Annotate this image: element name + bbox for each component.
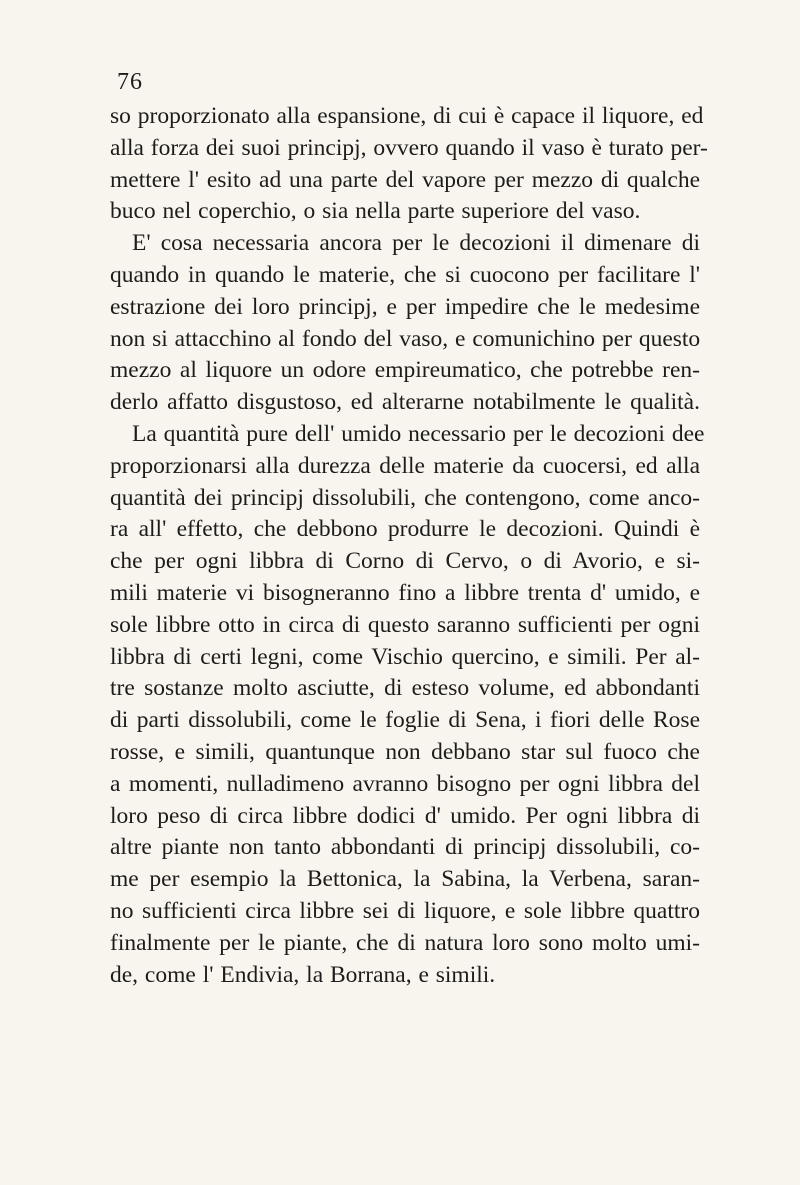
text-line: ra all' effetto, che debbono produrre le decozioni. Quindi è bbox=[110, 516, 700, 543]
text-line: quando in quando le materie, che si cuocono per facilitare l' bbox=[110, 261, 700, 288]
text-line: me per esempio la Bettonica, la Sabina, la Verbena, saran- bbox=[110, 866, 700, 893]
text-line: altre piante non tanto abbondanti di principj dissolubili, co- bbox=[110, 834, 700, 861]
text-line: buco nel coperchio, o sia nella parte superiore del vaso. bbox=[110, 198, 641, 225]
text-line: proporzionarsi alla durezza delle materie da cuocersi, ed alla bbox=[110, 452, 700, 479]
text-line: mili materie vi bisogneranno fino a libbre trenta d' umido, e bbox=[110, 579, 700, 606]
text-line: quantità dei principj dissolubili, che contengono, come anco- bbox=[110, 484, 700, 511]
text-line: a momenti, nulladimeno avranno bisogno per ogni libbra del bbox=[110, 770, 700, 797]
page-number: 76 bbox=[117, 69, 143, 95]
text-line: no sufficienti circa libbre sei di liquore, e sole libbre quattro bbox=[110, 897, 700, 924]
text-line: non si attacchino al fondo del vaso, e comunichino per questo bbox=[110, 325, 701, 352]
text-line: E' cosa necessaria ancora per le decozioni il dimenare di bbox=[132, 230, 700, 257]
text-line: mettere l' esito ad una parte del vapore per mezzo di qualche bbox=[110, 166, 700, 193]
text-line: libbra di certi legni, come Vischio quercino, e simili. Per al- bbox=[110, 643, 700, 670]
text-line: di parti dissolubili, come le foglie di Sena, i fiori delle Rose bbox=[110, 707, 700, 734]
text-line: loro peso di circa libbre dodici d' umido. Per ogni libbra di bbox=[110, 802, 700, 829]
text-line: tre sostanze molto asciutte, di esteso volume, ed abbondanti bbox=[110, 675, 700, 702]
body-text bbox=[110, 101, 708, 991]
text-line: rosse, e simili, quantunque non debbano star sul fuoco che bbox=[110, 738, 700, 765]
text-line: finalmente per le piante, che di natura loro sono molto umi- bbox=[110, 929, 700, 956]
text-line: alla forza dei suoi principj, ovvero quando il vaso è turato per- bbox=[110, 134, 708, 161]
text-line: La quantità pure dell' umido necessario per le decozioni dee bbox=[132, 420, 705, 447]
text-line: sole libbre otto in circa di questo saranno sufficienti per ogni bbox=[110, 611, 700, 638]
text-line: che per ogni libbra di Corno di Cervo, o di Avorio, e si- bbox=[110, 548, 700, 575]
text-line: de, come l' Endivia, la Borrana, e simili. bbox=[110, 961, 496, 988]
text-line: estrazione dei loro principj, e per impedire che le medesime bbox=[110, 293, 700, 320]
text-line: mezzo al liquore un odore empireumatico, che potrebbe ren- bbox=[110, 357, 700, 384]
text-line: derlo affatto disgustoso, ed alterarne notabilmente le qualità. bbox=[110, 389, 700, 416]
text-line: so proporzionato alla espansione, di cui è capace il liquore, ed bbox=[110, 103, 704, 129]
